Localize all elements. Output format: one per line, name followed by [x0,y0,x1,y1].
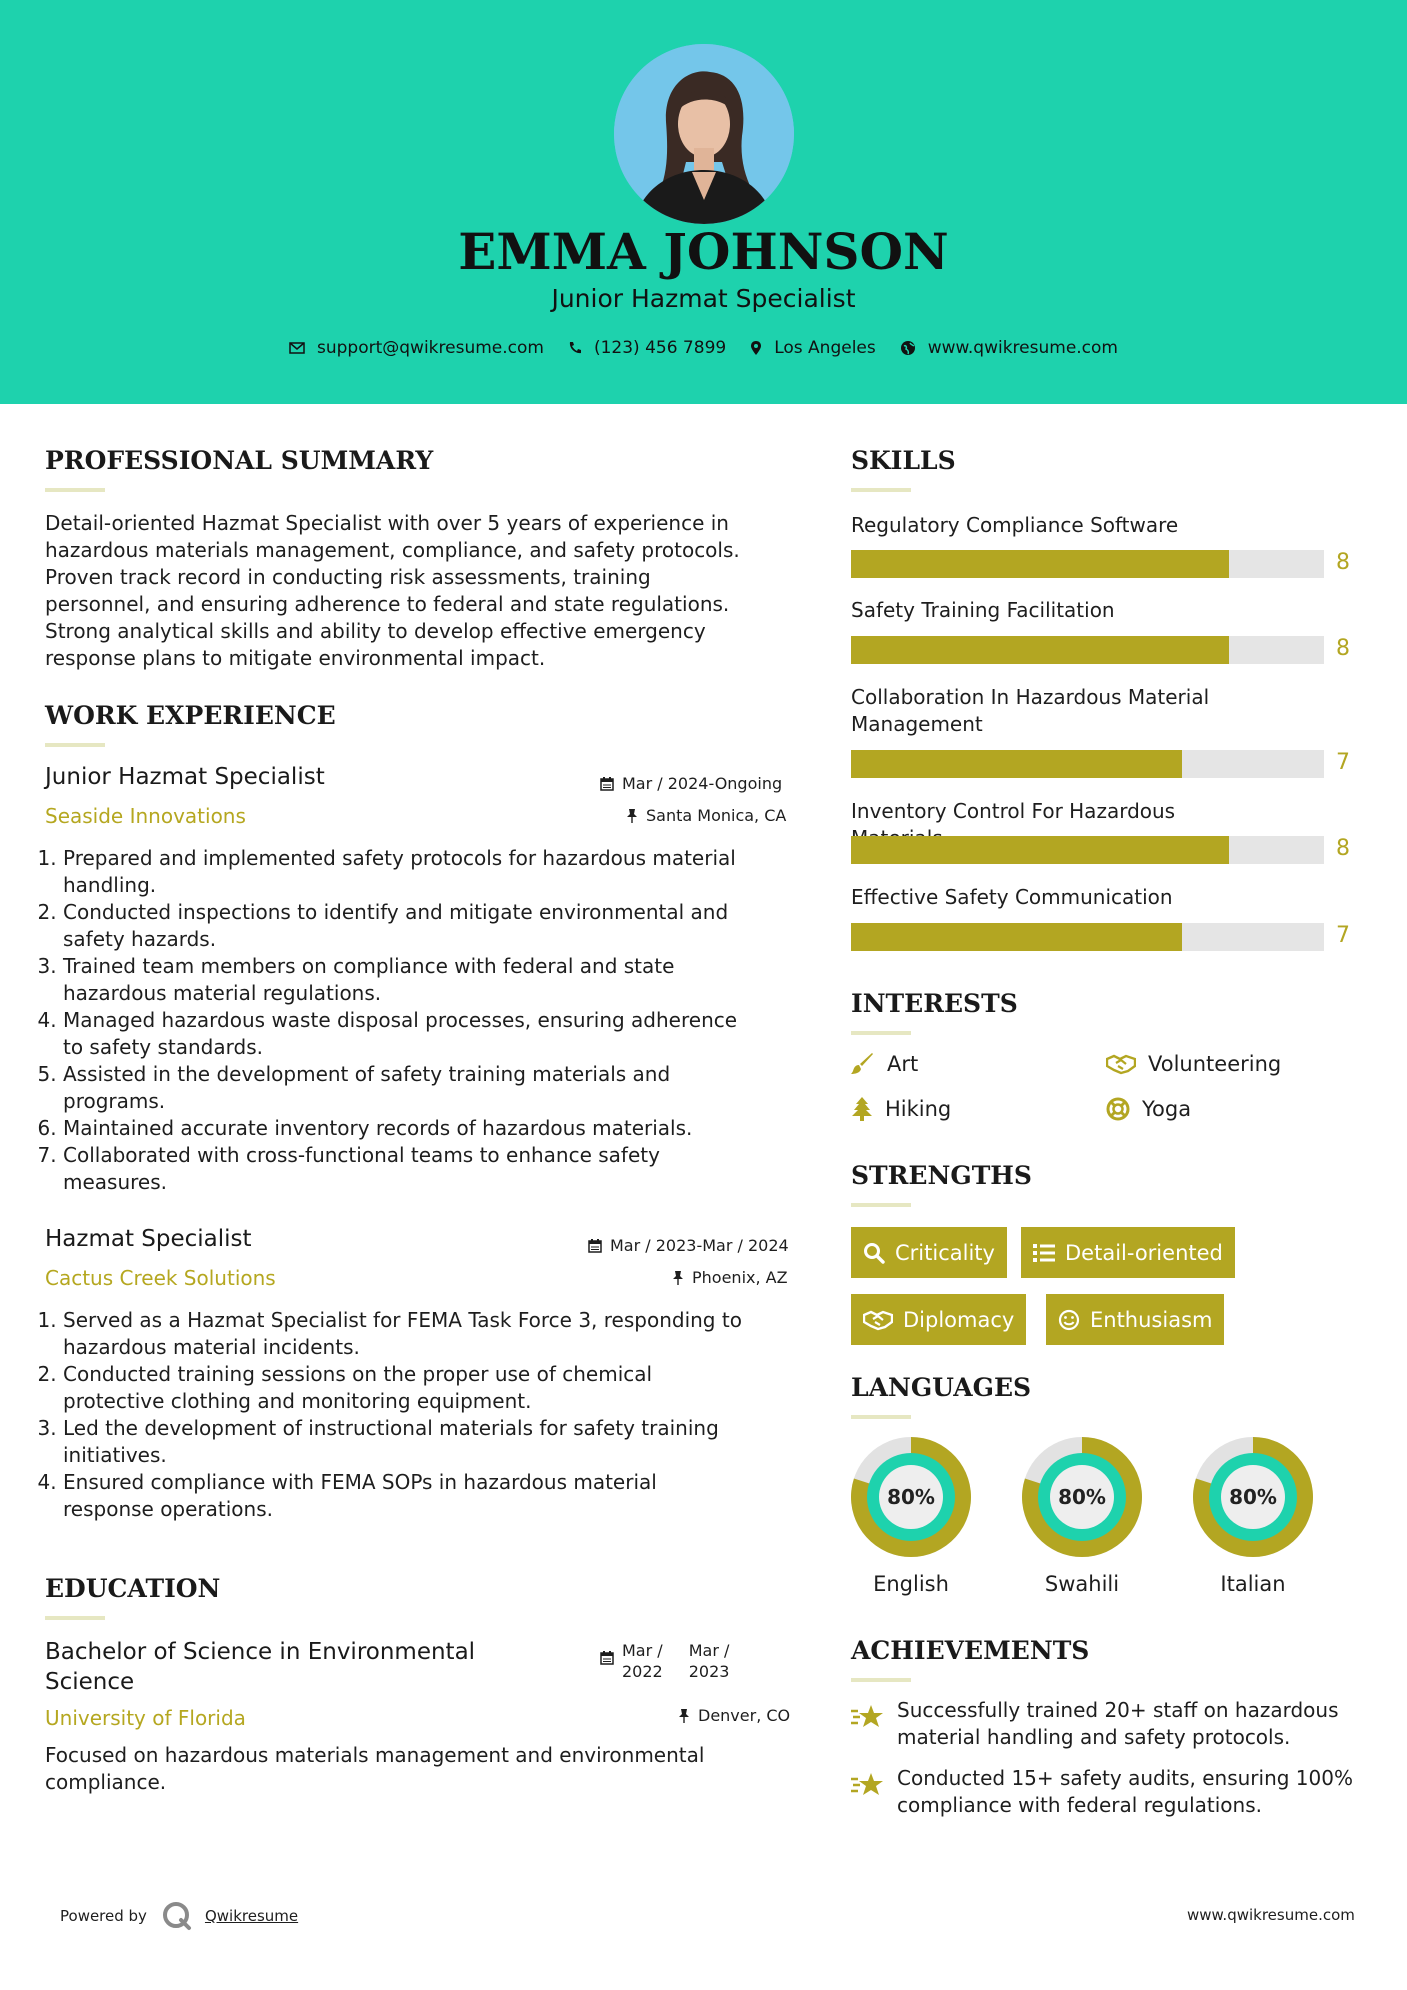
summary-line: Detail-oriented Hazmat Specialist with over 5 years of experience in [45,511,729,535]
job-location [626,806,786,825]
education-location [678,1706,790,1725]
list-item: 2. Conducted training sessions on the proper use of chemical protective clothing and monitoring equipment. [63,1361,785,1415]
skill-name: Inventory Control For Hazardous [851,799,1176,823]
language-name: Italian [1220,1572,1286,1596]
achievements-divider [851,1678,911,1682]
job-location [672,1268,788,1287]
education-start: Mar / 2022 [622,1641,663,1681]
map-pin-icon [750,340,762,356]
contact-location [750,338,876,358]
company-name: Cactus Creek Solutions [45,1266,276,1290]
contact-phone[interactable] [568,338,726,358]
interest-label: Volunteering [1148,1052,1282,1076]
pushpin-icon [678,1708,690,1723]
strength-tag [1046,1294,1224,1345]
interest-item [851,1052,918,1076]
search-icon [863,1242,885,1264]
calendar-icon [588,1238,602,1253]
handshake-icon [863,1309,893,1331]
job-duties-list [45,845,785,1196]
degree-title [45,1637,475,1697]
language-percent-label: 80% [1058,1485,1106,1509]
skill-bar [851,550,1324,578]
phone-icon [568,341,582,355]
contact-email[interactable] [289,338,544,358]
language-name: English [873,1572,949,1596]
interest-label: Yoga [1142,1097,1192,1121]
email-text: support@qwikresume.com [317,338,544,358]
skills-divider [851,488,911,492]
summary-text [45,510,785,672]
star-award-icon [851,1703,885,1731]
strengths-heading: STRENGTHS [851,1161,1032,1190]
star-award-icon [851,1771,885,1799]
school-name: University of Florida [45,1706,246,1730]
list-item: 4. Managed hazardous waste disposal processes, ensuring adherence to safety standards. [63,1007,785,1061]
pushpin-icon [626,808,638,823]
interests-divider [851,1031,911,1035]
qwikresume-logo-icon [161,1900,193,1932]
job-duties-list [45,1307,785,1523]
smile-icon [1058,1309,1080,1331]
paintbrush-icon [851,1053,875,1075]
skill-bar-fill [851,836,1229,864]
list-item: 2. Conducted inspections to identify and mitigate environmental and safety hazards. [63,899,785,953]
list-item: 5. Assisted in the development of safety training materials and programs. [63,1061,785,1115]
footer-branding [60,1900,298,1932]
calendar-icon [600,1650,614,1665]
summary-line: hazardous materials management, compliance, and safety protocols. [45,538,740,562]
candidate-role: Junior Hazmat Specialist [551,284,856,313]
education-location-text: Denver, CO [698,1706,791,1725]
achievement-item [851,1765,1353,1819]
skill-name: Safety Training Facilitation [851,598,1115,622]
globe-icon [900,340,916,356]
skill-bar [851,923,1324,951]
strengths-divider [851,1203,911,1207]
strength-tag [851,1294,1026,1345]
education-end: Mar / 2023 [688,1641,730,1681]
tree-icon [851,1097,873,1121]
skill-bar-fill [851,636,1229,664]
list-item: 7. Collaborated with cross-functional teams to enhance safety measures. [63,1142,785,1196]
interest-label: Hiking [885,1097,952,1121]
list-item: 3. Trained team members on compliance with federal and state hazardous material regulations. [63,953,785,1007]
strength-label: Diplomacy [903,1307,1015,1332]
work-heading: WORK EXPERIENCE [45,701,336,730]
job-title: Junior Hazmat Specialist [45,764,325,790]
handshake-icon [1106,1053,1136,1075]
summary-line: Proven track record in conducting risk assessments, training [45,565,651,589]
pushpin-icon [672,1270,684,1285]
achievement-item [851,1697,1339,1751]
job-dates-text: Mar / 2024-Ongoing [622,774,783,793]
strength-tag [851,1227,1007,1278]
calendar-icon [600,776,614,791]
contact-website[interactable] [900,338,1118,358]
list-item: 1. Served as a Hazmat Specialist for FEMA Task Force 3, responding to hazardous material incidents. [63,1307,785,1361]
powered-by-label: Powered by [60,1907,147,1925]
strength-tag [1021,1227,1235,1278]
skill-name: Regulatory Compliance Software [851,513,1179,537]
list-item: 3. Led the development of instructional materials for safety training initiatives. [63,1415,785,1469]
skill-bar [851,636,1324,664]
company-name: Seaside Innovations [45,804,246,828]
achievements-heading: ACHIEVEMENTS [851,1636,1090,1665]
job-location-text: Phoenix, AZ [692,1268,788,1287]
resume-header [0,0,1407,404]
list-item: 4. Ensured compliance with FEMA SOPs in hazardous material response operations. [63,1469,785,1523]
education-divider [45,1616,105,1620]
summary-line: response plans to mitigate environmental impact. [45,646,546,670]
interest-label: Art [887,1052,919,1076]
phone-text: (123) 456 7899 [593,338,727,358]
job-dates [600,774,782,793]
candidate-name: EMMA JOHNSON [458,222,949,281]
footer-website[interactable]: www.qwikresume.com [1187,1906,1355,1924]
strength-label: Criticality [895,1240,995,1265]
summary-heading: PROFESSIONAL SUMMARY [45,446,434,475]
profile-photo [614,44,794,224]
work-divider [45,743,105,747]
language-name: Swahili [1044,1572,1120,1596]
strength-label: Enthusiasm [1090,1307,1213,1332]
summary-line: Strong analytical skills and ability to develop effective emergency [45,619,706,643]
list-item: 6. Maintained accurate inventory records of hazardous materials. [63,1115,785,1142]
achievement-text: Conducted 15+ safety audits, ensuring 100% compliance with federal regulations. [897,1766,1353,1817]
interest-item [851,1097,951,1121]
interests-heading: INTERESTS [851,989,1018,1018]
education-heading: EDUCATION [45,1574,221,1603]
skill-name: Collaboration In Hazardous Material Management [851,685,1210,736]
list-item: 1. Prepared and implemented safety protocols for hazardous material handling. [63,845,785,899]
skills-heading: SKILLS [851,446,956,475]
skill-bar-fill [851,550,1229,578]
language-proficiency-ring [1020,1435,1144,1559]
skill-score: 8 [1336,636,1350,661]
degree-line: Science [45,1669,135,1695]
languages-divider [851,1415,911,1419]
summary-divider [45,488,105,492]
language-proficiency-ring [1191,1435,1315,1559]
education-description: Focused on hazardous materials management and environmental compliance. [45,1743,705,1794]
skill-bar [851,836,1324,864]
language-percent-label: 80% [1229,1485,1277,1509]
skill-score: 7 [1336,923,1350,948]
skill-score: 7 [1336,750,1350,775]
job-dates [588,1236,789,1255]
languages-heading: LANGUAGES [851,1373,1032,1402]
list-icon [1033,1243,1055,1263]
skill-score: 8 [1336,836,1350,861]
skill-bar-fill [851,923,1182,951]
brand-link[interactable]: Qwikresume [204,1907,299,1925]
achievement-text: Successfully trained 20+ staff on hazardous material handling and safety protocols. [897,1698,1339,1749]
job-title: Hazmat Specialist [45,1226,252,1252]
job-location-text: Santa Monica, CA [646,806,787,825]
skill-score: 8 [1336,550,1350,575]
summary-line: personnel, and ensuring adherence to federal and state regulations. [45,592,730,616]
location-text: Los Angeles [774,338,876,358]
contact-bar [0,338,1407,358]
skill-bar [851,750,1324,778]
strength-label: Detail-oriented [1065,1240,1223,1265]
interest-item [1106,1097,1191,1121]
language-percent-label: 80% [887,1485,935,1509]
person-silhouette-icon [614,44,794,224]
interest-item [1106,1052,1281,1076]
skill-bar-fill [851,750,1182,778]
degree-line: Bachelor of Science in Environmental [45,1639,476,1665]
language-proficiency-ring [849,1435,973,1559]
skill-name: Effective Safety Communication [851,885,1173,909]
envelope-icon [289,341,305,355]
job-dates-text: Mar / 2023-Mar / 2024 [610,1236,789,1255]
lifebuoy-icon [1106,1097,1130,1121]
education-dates [600,1640,729,1682]
website-text: www.qwikresume.com [927,338,1118,358]
